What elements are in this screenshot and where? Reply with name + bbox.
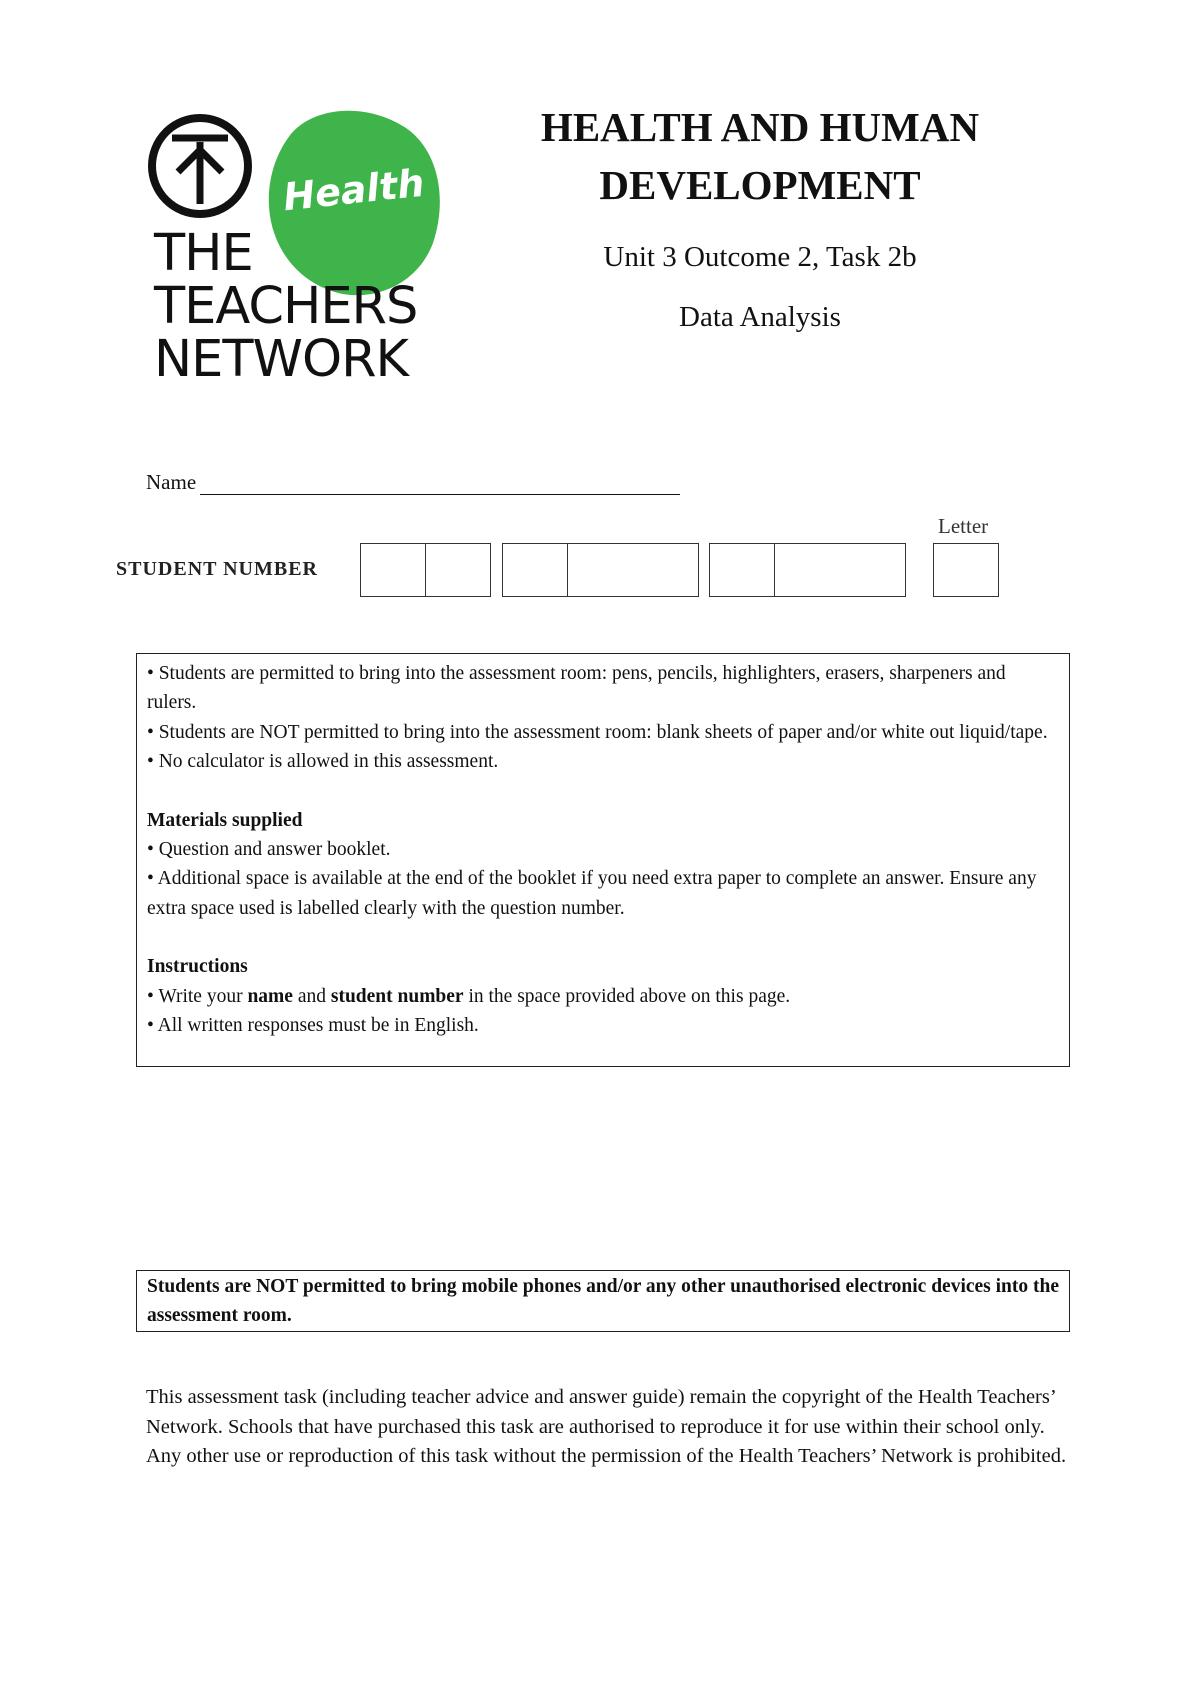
- document-title-line1: HEALTH AND HUMAN: [540, 104, 980, 150]
- copyright-notice: This assessment task (including teacher advice and answer guide) remain the copyright of the Health Teachers’ Network. Schools that have purchased this task are authorised to reproduce it for use within their school only. Any other use or reproduction of this task without the permission of the Health Teachers’ Network is prohibited.: [146, 1386, 1067, 1468]
- materials-item-booklet: • Question and answer booklet.: [147, 839, 391, 861]
- student-number-box[interactable]: [567, 543, 699, 597]
- logo-line-network: NETWORK: [154, 330, 408, 389]
- logo-line-teachers: TEACHERS: [154, 277, 418, 336]
- student-number-box[interactable]: [709, 543, 775, 597]
- student-number-label: STUDENT NUMBER: [116, 558, 318, 580]
- calculator-rule: • No calculator is allowed in this assessment.: [147, 751, 499, 773]
- student-number-box[interactable]: [774, 543, 906, 597]
- name-label: Name: [146, 470, 197, 494]
- letter-label: Letter: [938, 514, 989, 538]
- materials-item-extra-space: • Additional space is available at the end of the booklet if you need extra paper to complete an answer. Ensure any extra space used is labelled clearly with the question number.: [147, 868, 1037, 919]
- instruction-text: and: [292, 985, 331, 1007]
- student-letter-box[interactable]: [933, 543, 999, 597]
- student-number-box[interactable]: [360, 543, 426, 597]
- instruction-write-name: [147, 982, 1059, 1011]
- electronic-devices-warning: [136, 1270, 1070, 1332]
- teachers-network-logo: [148, 108, 448, 388]
- materials-heading: Materials supplied: [147, 809, 303, 831]
- health-badge-text: Health: [281, 160, 427, 220]
- instruction-text: • Write your: [147, 985, 248, 1007]
- task-type-subtitle: Data Analysis: [679, 301, 841, 333]
- student-number-box[interactable]: [502, 543, 568, 597]
- permitted-items-rule: • Students are permitted to bring into the assessment room: pens, pencils, highlighters, erasers, sharpeners and rulers.: [147, 663, 1006, 714]
- arrow-up-circle-icon: [152, 118, 248, 214]
- not-permitted-items-rule: • Students are NOT permitted to bring into the assessment room: blank sheets of paper and/or white out liquid/tape.: [147, 721, 1048, 743]
- rules-info-box: [136, 653, 1070, 1067]
- instruction-text: in the space provided above on this page.: [463, 985, 791, 1007]
- instruction-english: • All written responses must be in English.: [147, 1015, 479, 1037]
- document-title-line2: DEVELOPMENT: [599, 162, 921, 208]
- instruction-emphasis-student-number: student number: [330, 985, 464, 1007]
- warning-text: Students are NOT permitted to bring mobile phones and/or any other unauthorised electronic devices into the assessment room.: [147, 1276, 1060, 1327]
- unit-subtitle: Unit 3 Outcome 2, Task 2b: [603, 241, 917, 273]
- instruction-emphasis-name: name: [247, 985, 293, 1007]
- instructions-heading: Instructions: [147, 956, 248, 978]
- logo-line-the: THE: [154, 224, 253, 283]
- name-field-line[interactable]: [200, 494, 680, 495]
- student-number-box[interactable]: [425, 543, 491, 597]
